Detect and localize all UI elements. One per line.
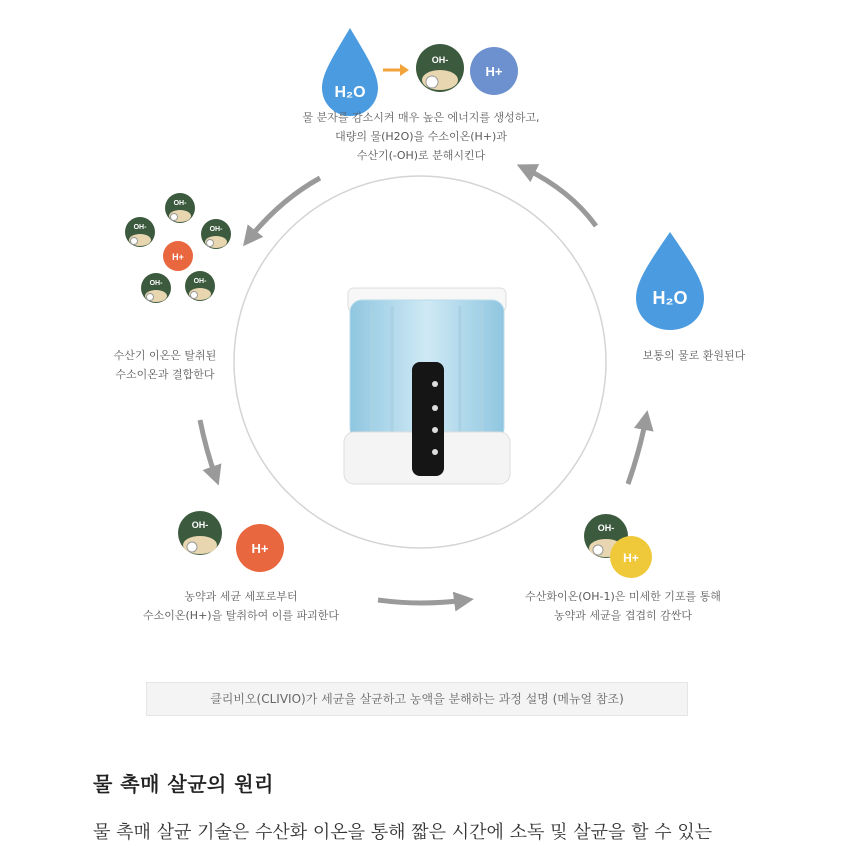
figure-caption: 클리비오(CLIVIO)가 세균을 살균하고 농액을 분해하는 과정 설명 (메뉴얼 참조) — [146, 682, 688, 716]
hydroxide-ion-icon — [416, 44, 464, 92]
caption-line: 수산기(-OH)로 분해시킨다 — [356, 149, 486, 162]
svg-text:OH-: OH- — [191, 520, 209, 530]
caption-left — [104, 346, 226, 384]
caption-line: 수산화이온(OH-1)은 미세한 기포를 통해 — [525, 590, 721, 603]
water-drop-large-icon — [636, 232, 704, 330]
hydroxide-ion-icon — [178, 511, 222, 555]
svg-text:OH-: OH- — [597, 523, 615, 533]
arrow-head — [400, 64, 409, 76]
svg-text:H₂O: H₂O — [652, 288, 688, 308]
arrow-top-to-left — [248, 178, 320, 240]
hydrogen-ion-icon — [236, 524, 284, 572]
svg-text:OH-: OH- — [431, 55, 449, 65]
svg-text:H₂O: H₂O — [334, 84, 366, 101]
hydroxide-ion-icon — [165, 193, 195, 223]
caption-line: 수산기 이온은 탈취된 — [113, 349, 217, 362]
svg-text:H+: H+ — [251, 541, 269, 556]
arrow-left-to-bottom — [200, 420, 216, 478]
section-title: 물 촉매 살균의 원리 — [93, 772, 274, 796]
ion-label: OH- — [209, 226, 223, 233]
ion-cluster — [125, 193, 231, 303]
hydrogen-ion-icon — [610, 536, 652, 578]
caption-line: 수소이온(H+)을 탈취하여 이를 파괴한다 — [143, 609, 339, 622]
svg-text:H+: H+ — [485, 64, 503, 79]
hydrogen-ion-icon — [163, 241, 193, 271]
hydroxide-ion-icon — [141, 273, 171, 303]
ion-label: OH- — [173, 200, 187, 207]
caption-top — [278, 108, 564, 165]
caption-bottom-right — [496, 587, 750, 625]
ion-label: OH- — [133, 224, 147, 231]
caption-line: 농약과 세균을 겹겹히 감싼다 — [553, 609, 692, 622]
caption-line: 물 분자를 감소시켜 매우 높은 에너지를 생성하고, — [302, 111, 540, 124]
caption-bottom-left — [122, 587, 360, 625]
hydroxide-ion-icon — [125, 217, 155, 247]
ion-label: OH- — [193, 278, 207, 285]
ion-label: H+ — [172, 252, 184, 262]
caption-line: 수소이온과 결합한다 — [115, 368, 215, 381]
caption-right — [626, 346, 762, 365]
arrow-right-to-top — [524, 168, 596, 226]
body-text: 물 촉매 살균 기술은 수산화 이온을 통해 짧은 시간에 소독 및 살균을 할 수 있는 — [93, 822, 713, 843]
water-drop-icon — [322, 28, 378, 116]
sterilizer-device-image — [344, 288, 510, 484]
arrow-bottomright-to-right — [628, 418, 646, 484]
ion-label: OH- — [149, 280, 163, 287]
hydrogen-ion-icon — [470, 47, 518, 95]
caption-line: 농약과 세균 세포로부터 — [184, 590, 298, 603]
arrow-bottom — [378, 600, 466, 603]
hydroxide-ion-icon — [201, 219, 231, 249]
svg-text:H+: H+ — [623, 551, 639, 565]
hydroxide-ion-icon — [185, 271, 215, 301]
caption-line: 보통의 물로 환원된다 — [642, 349, 746, 362]
caption-line: 대량의 물(H2O)을 수소이온(H+)과 — [335, 130, 507, 143]
